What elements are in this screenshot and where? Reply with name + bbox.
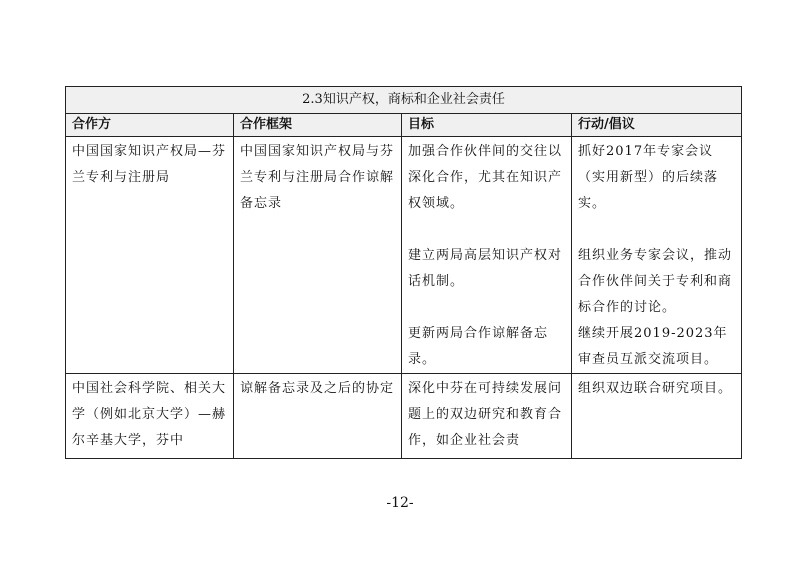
page-number: -12- <box>386 495 414 511</box>
action-cell <box>572 137 742 374</box>
action-text-3: 继续开展2019-2023年审查员互派交流项目。 <box>578 326 728 367</box>
table-row <box>66 374 742 459</box>
goal-text: 深化中芬在可持续发展问题上的双边研究和教育合作，如企业社会责 <box>408 381 563 448</box>
partner-text: 中国国家知识产权局—芬兰专利与注册局 <box>72 144 227 185</box>
table-title-row <box>66 87 742 114</box>
header-framework: 合作框架 <box>234 114 402 137</box>
action-cell <box>572 374 742 459</box>
partner-cell <box>66 374 234 459</box>
header-action: 行动/倡议 <box>572 114 742 137</box>
action-text-1: 抓好2017年专家会议（实用新型）的后续落实。 <box>578 144 719 211</box>
framework-cell <box>234 374 402 459</box>
framework-cell <box>234 137 402 374</box>
header-goal: 目标 <box>402 114 572 137</box>
action-text-2: 组织业务专家会议，推动合作伙伴间关于专利和商标合作的讨论。 <box>578 248 733 315</box>
partner-text: 中国社会科学院、相关大学（例如北京大学）—赫尔辛基大学，芬中 <box>72 381 227 448</box>
framework-text: 中国国家知识产权局与芬兰专利与注册局合作谅解备忘录 <box>240 144 395 211</box>
table-row <box>66 137 742 374</box>
goal-cell <box>402 374 572 459</box>
goal-text-1: 加强合作伙伴间的交往以深化合作，尤其在知识产权领域。 <box>408 144 563 211</box>
table-header-row <box>66 114 742 137</box>
goal-cell <box>402 137 572 374</box>
action-text: 组织双边联合研究项目。 <box>578 381 733 396</box>
framework-text: 谅解备忘录及之后的协定 <box>240 381 395 396</box>
table-title: 2.3知识产权，商标和企业社会责任 <box>66 87 742 114</box>
goal-text-3: 更新两局合作谅解备忘录。 <box>408 326 549 367</box>
goal-text-2: 建立两局高层知识产权对话机制。 <box>408 248 563 289</box>
document-table <box>65 86 742 459</box>
header-partner: 合作方 <box>66 114 234 137</box>
partner-cell <box>66 137 234 374</box>
